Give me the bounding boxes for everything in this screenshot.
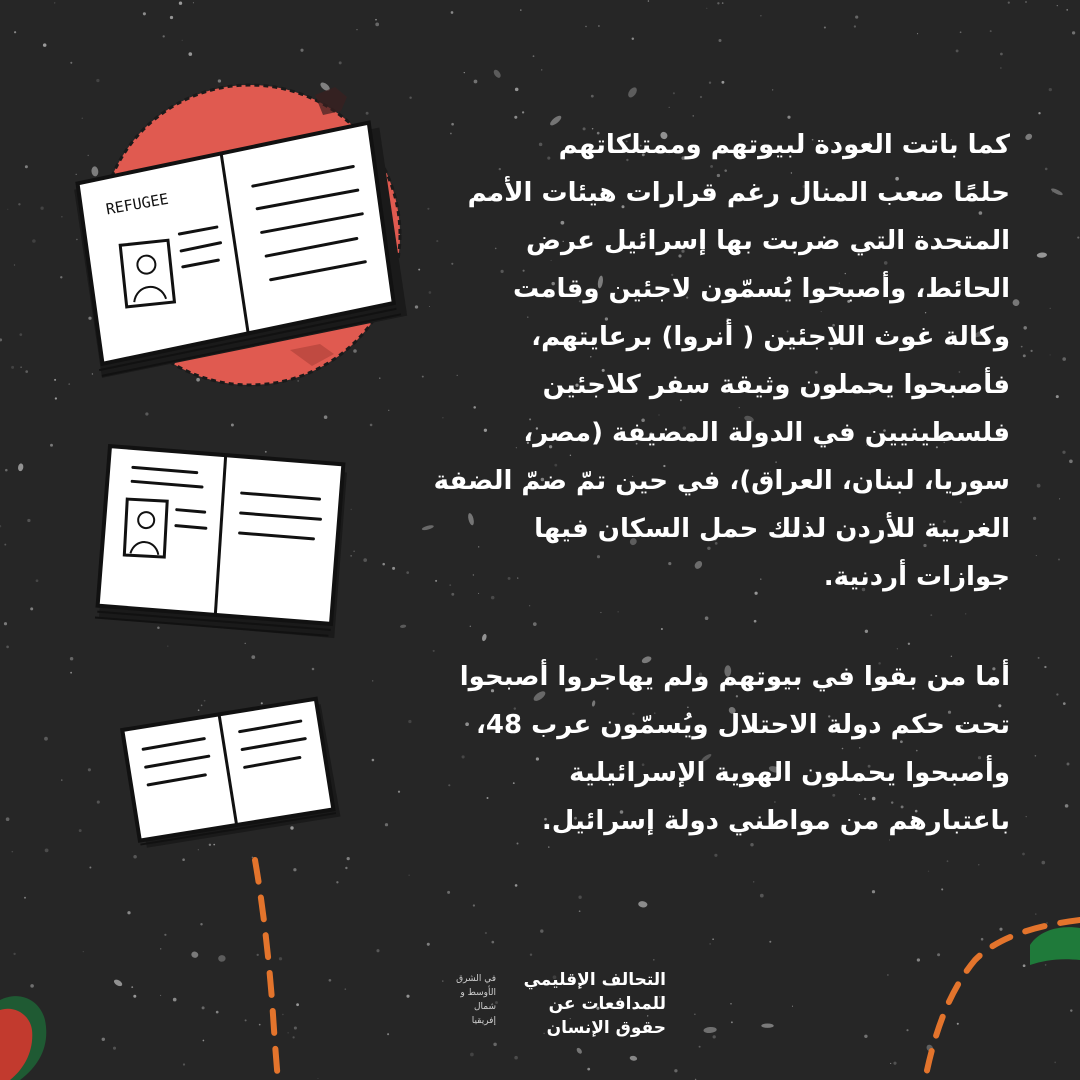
logo-line: للمدافعات عن (548, 994, 666, 1014)
paragraph-1-line: جوازات أردنية. (823, 562, 1010, 592)
logo-subtitle-line: إفريقيا (471, 1016, 496, 1026)
logo-subtitle-line: في الشرق (456, 974, 496, 984)
logo-line: حقوق الإنسان (546, 1018, 666, 1038)
paragraph-1-line: سوريا، لبنان، العراق)، في حين تمّ ضمّ الضفة (433, 466, 1010, 496)
paragraph-1-line: فلسطينيين في الدولة المضيفة (مصر، (523, 418, 1010, 448)
paragraph-2-line: تحت حكم دولة الاحتلال ويُسمّون عرب 48، (476, 710, 1010, 740)
paragraph-1 (390, 121, 1010, 601)
logo-title (524, 968, 666, 1040)
paragraph-2 (390, 653, 1010, 845)
paragraph-1-line: فأصبحوا يحملون وثيقة سفر كلاجئين (542, 370, 1010, 400)
paragraph-1-line: المتحدة التي ضربت بها إسرائيل عرض (525, 226, 1010, 256)
logo-line: التحالف الإقليمي (523, 970, 666, 990)
logo-subtitle-line: شمال (473, 1002, 496, 1012)
paragraph-1-line: الغربية للأردن لذلك حمل السكان فيها (534, 514, 1010, 544)
passport-refugee-label: REFUGEE (104, 189, 170, 219)
logo-subtitle-line: الأوسط و (460, 988, 496, 998)
logo-subtitle (456, 972, 496, 1028)
paragraph-2-line: وأصبحوا يحملون الهوية الإسرائيلية (569, 758, 1010, 788)
paragraph-1-line: الحائط، وأصبحوا يُسمّون لاجئين وقامت (512, 274, 1010, 304)
paragraph-1-line: وكالة غوث اللاجئين ( أنروا) برعايتهم، (531, 322, 1010, 352)
paragraph-1-line: حلمًا صعب المنال رغم قرارات هيئات الأمم (467, 178, 1010, 208)
organization-logo (394, 968, 666, 1050)
paragraph-2-line: أما من بقوا في بيوتهم ولم يهاجروا أصبحوا (459, 662, 1010, 692)
paragraph-2-line: باعتبارهم من مواطني دولة إسرائيل. (541, 806, 1010, 836)
paragraph-1-line: كما باتت العودة لبيوتهم وممتلكاتهم (558, 130, 1010, 160)
